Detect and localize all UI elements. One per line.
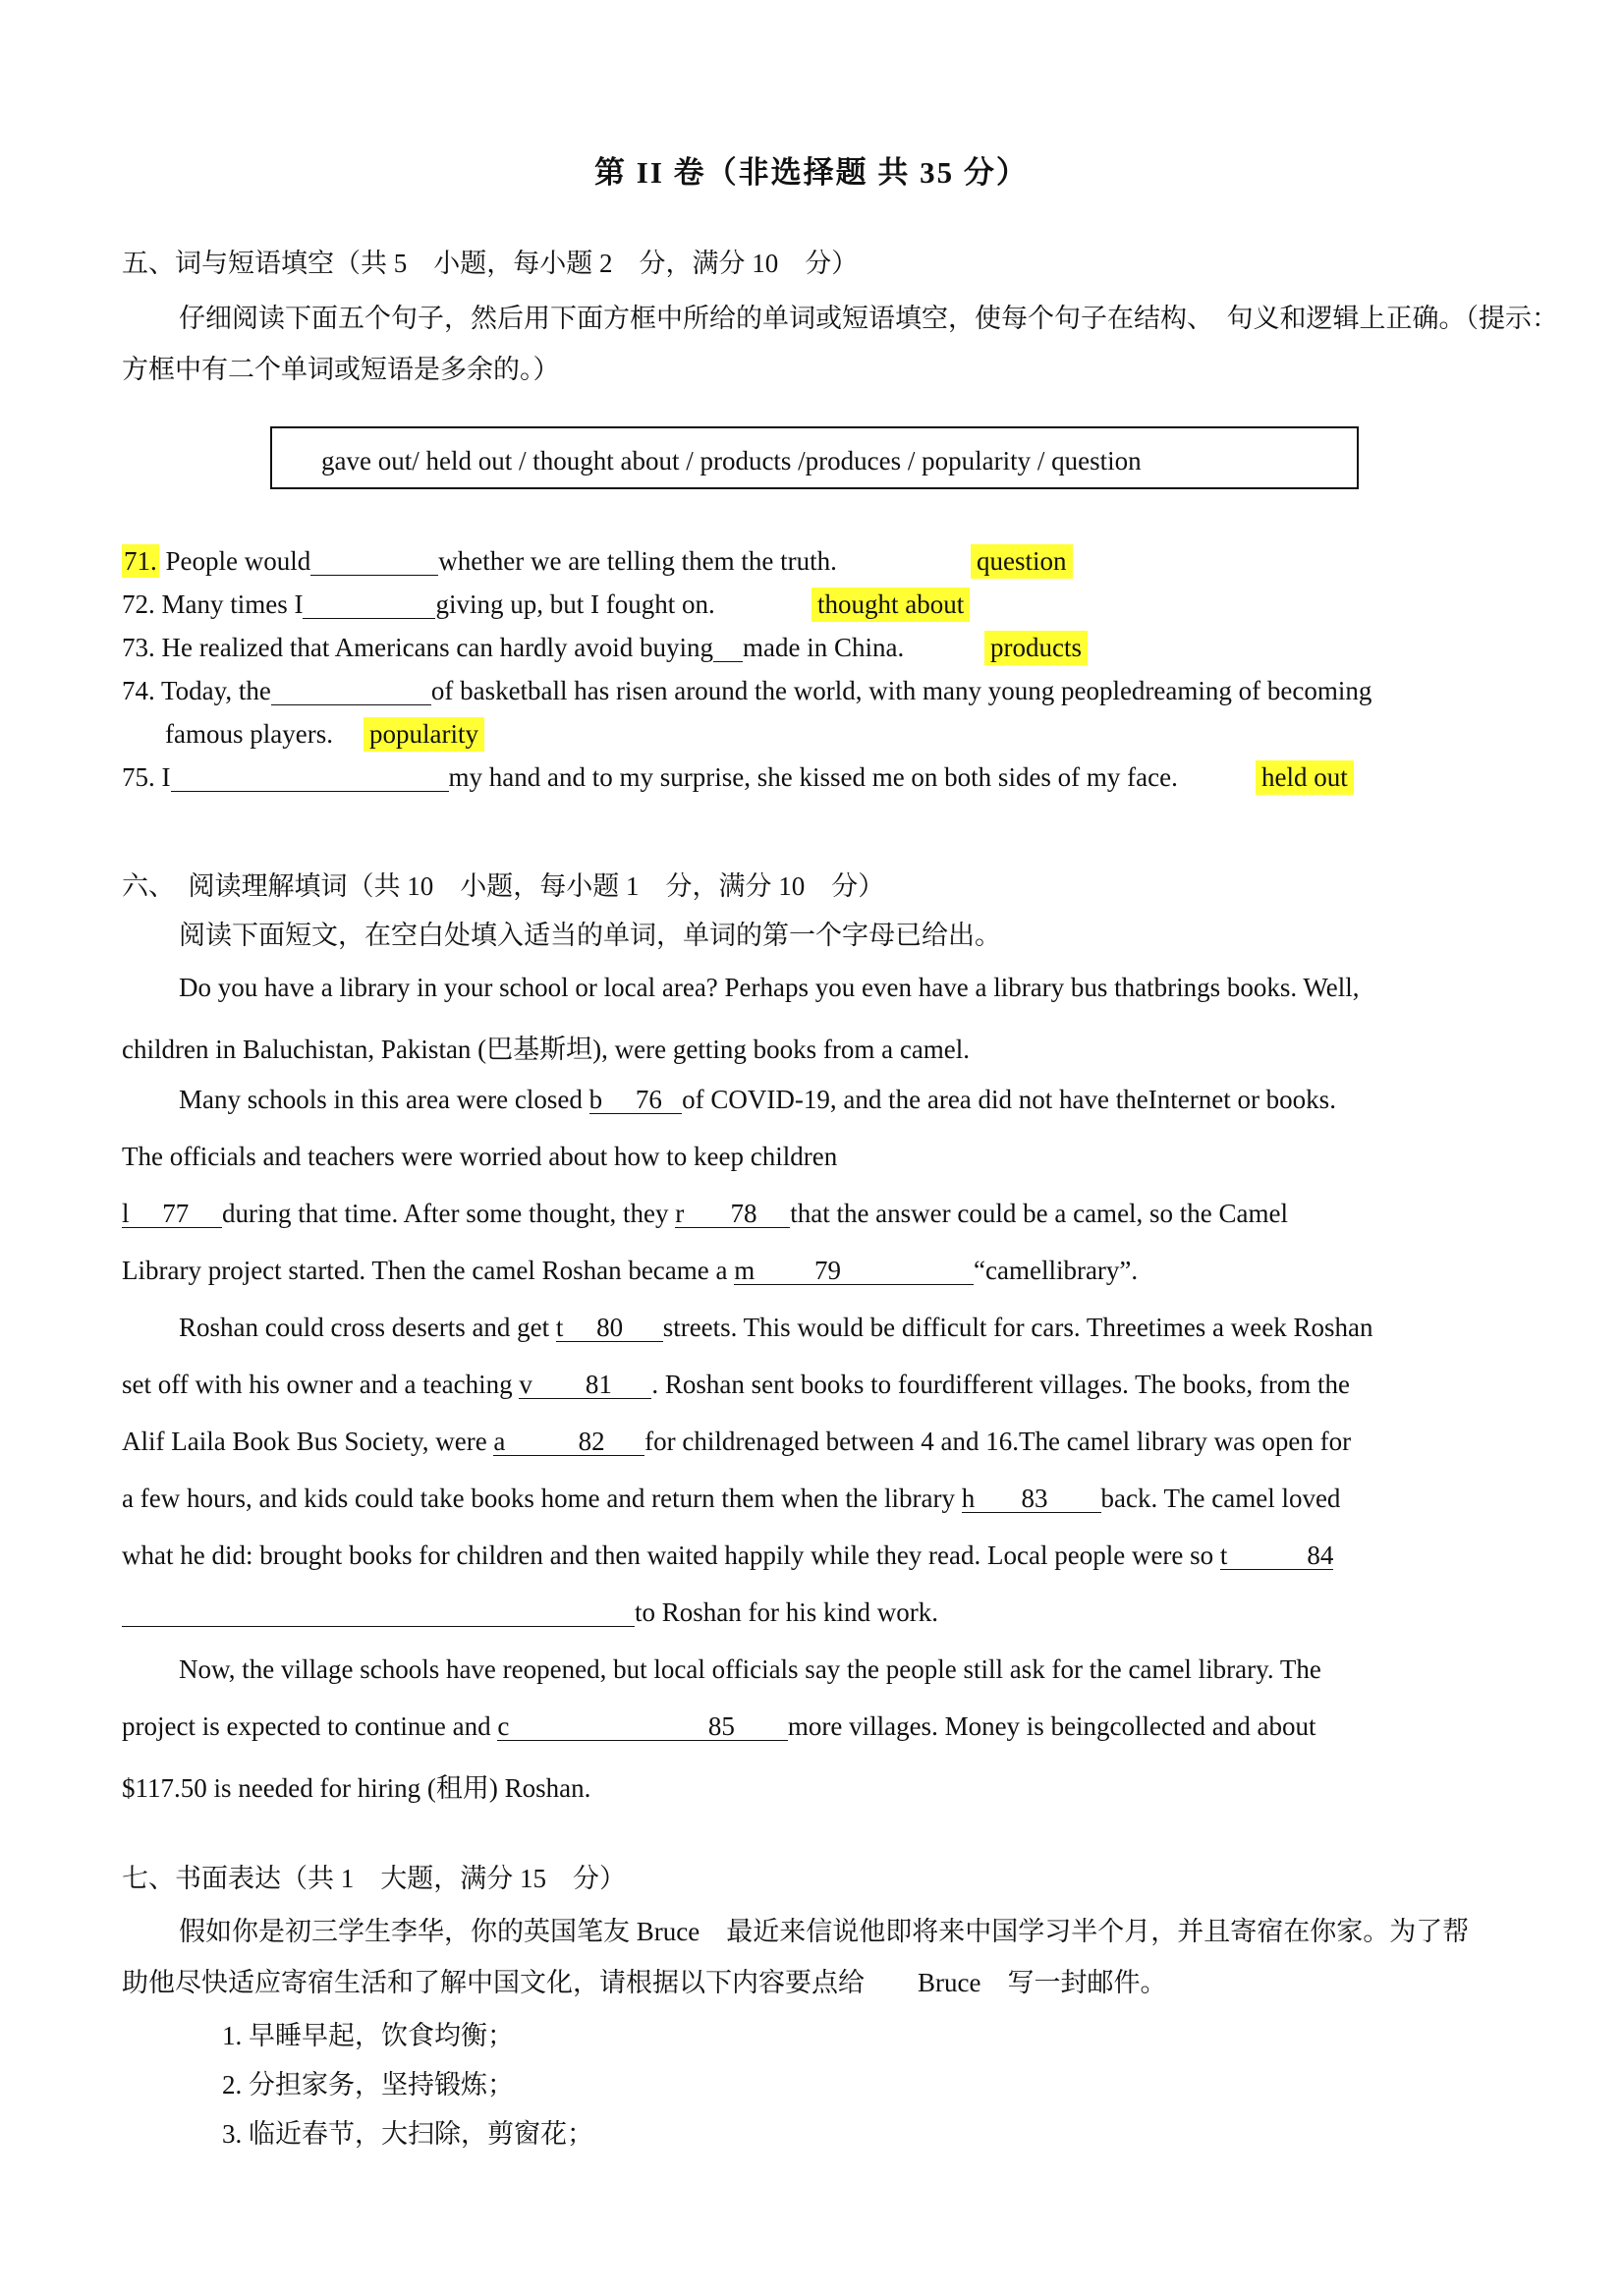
part-title: 第 II 卷（非选择题 共 35 分）	[594, 155, 1029, 190]
passage-text: set off with his owner and a teaching	[122, 1370, 520, 1399]
blank-85[interactable]: c 85	[497, 1711, 788, 1741]
passage-line	[122, 1484, 1340, 1514]
section7-intro-line2: 助他尽快适应寄宿生活和了解中国文化，请根据以下内容要点给 Bruce 写一封邮件。	[122, 1968, 1167, 1997]
answer-blank[interactable]	[171, 763, 449, 792]
passage-text: during that time. After some thought, they	[222, 1199, 676, 1228]
answer-blank[interactable]	[303, 590, 435, 619]
passage-text: of COVID-19, and the area did not have theInternet or books.	[682, 1085, 1336, 1114]
passage-line	[122, 1199, 1288, 1229]
passage-text: Library project started. Then the camel Roshan became a	[122, 1256, 735, 1285]
blank-78[interactable]: r 78	[675, 1199, 791, 1228]
answer-71: question	[971, 544, 1073, 579]
passage-text: more villages. Money is beingcollected and about	[787, 1711, 1316, 1741]
question-74	[122, 676, 1371, 706]
question-text: of basketball has risen around the world, with many young peopledreaming of becoming	[430, 676, 1372, 705]
question-71	[122, 546, 837, 577]
question-text: giving up, but I fought on.	[435, 589, 715, 619]
passage-line	[122, 1370, 1350, 1400]
passage-line: Now, the village schools have reopened, but local officials say the people still ask for the camel library. The	[179, 1654, 1321, 1684]
passage-text: a few hours, and kids could take books home and return them when the library	[122, 1484, 962, 1513]
question-text: Many times I	[154, 589, 304, 619]
blank-83[interactable]: h 83	[961, 1484, 1101, 1513]
section5-heading: 五、词与短语填空（共 5 小题，每小题 2 分，满分 10 分）	[122, 249, 859, 278]
passage-text: what he did: brought books for children and then waited happily while they read. Local people were so	[122, 1540, 1220, 1570]
passage-text: Many schools in this area were closed	[179, 1085, 589, 1114]
question-74-line2	[165, 719, 333, 750]
blank-82[interactable]: a 82	[493, 1427, 645, 1456]
passage-line	[179, 1313, 1373, 1343]
blank-79[interactable]: m 79	[734, 1256, 975, 1285]
blank-76[interactable]: b 76	[588, 1085, 683, 1114]
passage-text: project is expected to continue and	[122, 1711, 498, 1741]
blank-81[interactable]: v 81	[519, 1370, 652, 1399]
question-72	[122, 589, 715, 620]
question-number: 71.	[124, 546, 157, 576]
passage-text: . Roshan sent books to fourdifferent villages. The books, from the	[651, 1370, 1351, 1399]
passage-text: that the answer could be a camel, so the Camel	[790, 1199, 1289, 1228]
answer-74: popularity	[364, 717, 484, 752]
question-text: I	[154, 762, 171, 792]
passage-line	[122, 1256, 1138, 1286]
question-text: whether we are telling them the truth.	[438, 546, 837, 576]
writing-point-1: 1. 早睡早起，饮食均衡；	[222, 2021, 514, 2050]
answer-blank[interactable]	[271, 677, 431, 705]
passage-line: $117.50 is needed for hiring (租用) Roshan.	[122, 1773, 591, 1803]
word-box	[270, 426, 1359, 489]
passage-text: “camellibrary”.	[974, 1256, 1139, 1285]
answer-72: thought about	[812, 588, 970, 622]
question-text: He realized that Americans can hardly avoid buying	[154, 633, 714, 662]
blank-80[interactable]: t 80	[555, 1313, 663, 1342]
answer-75: held out	[1256, 760, 1354, 795]
question-text: famous players.	[165, 719, 333, 749]
passage-line: Do you have a library in your school or local area? Perhaps you even have a library bus thatbrings books. Well,	[179, 973, 1360, 1002]
passage-line	[122, 1427, 1351, 1457]
passage-text: for childrenaged between 4 and 16.The camel library was open for	[644, 1427, 1352, 1456]
passage-line	[179, 1085, 1336, 1115]
blank-77[interactable]: l 77	[122, 1199, 223, 1228]
section6-instruction: 阅读下面短文，在空白处填入适当的单词，单词的第一个字母已给出。	[179, 921, 1001, 950]
section7-heading: 七、书面表达（共 1 大题，满分 15 分）	[122, 1864, 626, 1893]
question-number: 74.	[122, 676, 155, 705]
question-text: People would	[158, 546, 311, 576]
section7-intro-line1: 假如你是初三学生李华，你的英国笔友 Bruce 最近来信说他即将来中国学习半个月，并且寄宿在你家。为了帮	[179, 1917, 1470, 1946]
question-text: Today, the	[154, 676, 271, 705]
question-75	[122, 762, 1178, 793]
answer-73: products	[984, 631, 1088, 665]
answer-blank[interactable]	[310, 547, 438, 576]
question-text: my hand and to my surprise, she kissed me on both sides of my face.	[448, 762, 1178, 792]
passage-line	[122, 1597, 938, 1628]
passage-line	[122, 1540, 1333, 1571]
question-73	[122, 633, 904, 663]
passage-text: Alif Laila Book Bus Society, were	[122, 1427, 494, 1456]
question-number: 73.	[122, 633, 155, 662]
blank-84-continued[interactable]	[122, 1598, 635, 1627]
passage-line: children in Baluchistan, Pakistan (巴基斯坦), were getting books from a camel.	[122, 1035, 971, 1064]
passage-line	[122, 1711, 1315, 1742]
section5-instruction-line2: 方框中有二个单词或短语是多余的。）	[122, 355, 560, 384]
question-number: 72.	[122, 589, 155, 619]
writing-point-3: 3. 临近春节，大扫除，剪窗花；	[222, 2119, 593, 2149]
question-text: made in China.	[743, 633, 905, 662]
section5-instruction-line1: 仔细阅读下面五个句子，然后用下面方框中所给的单词或短语填空，使每个句子在结构、 句义和逻辑上正确。（提示：	[179, 304, 1558, 333]
blank-84[interactable]: t 84	[1219, 1540, 1334, 1570]
answer-blank[interactable]	[713, 634, 743, 662]
question-number: 75.	[122, 762, 155, 792]
passage-text: to Roshan for his kind work.	[635, 1597, 938, 1627]
passage-text: Roshan could cross deserts and get	[179, 1313, 556, 1342]
passage-text: streets. This would be difficult for cars. Threetimes a week Roshan	[662, 1313, 1373, 1342]
passage-line: The officials and teachers were worried about how to keep children	[122, 1142, 838, 1171]
word-box-text: gave out/ held out / thought about / products /produces / popularity / question	[321, 446, 1142, 476]
writing-point-2: 2. 分担家务，坚持锻炼；	[222, 2070, 514, 2100]
passage-text: back. The camel loved	[1100, 1484, 1341, 1513]
section6-heading: 六、 阅读理解填词（共 10 小题，每小题 1 分，满分 10 分）	[122, 871, 885, 901]
